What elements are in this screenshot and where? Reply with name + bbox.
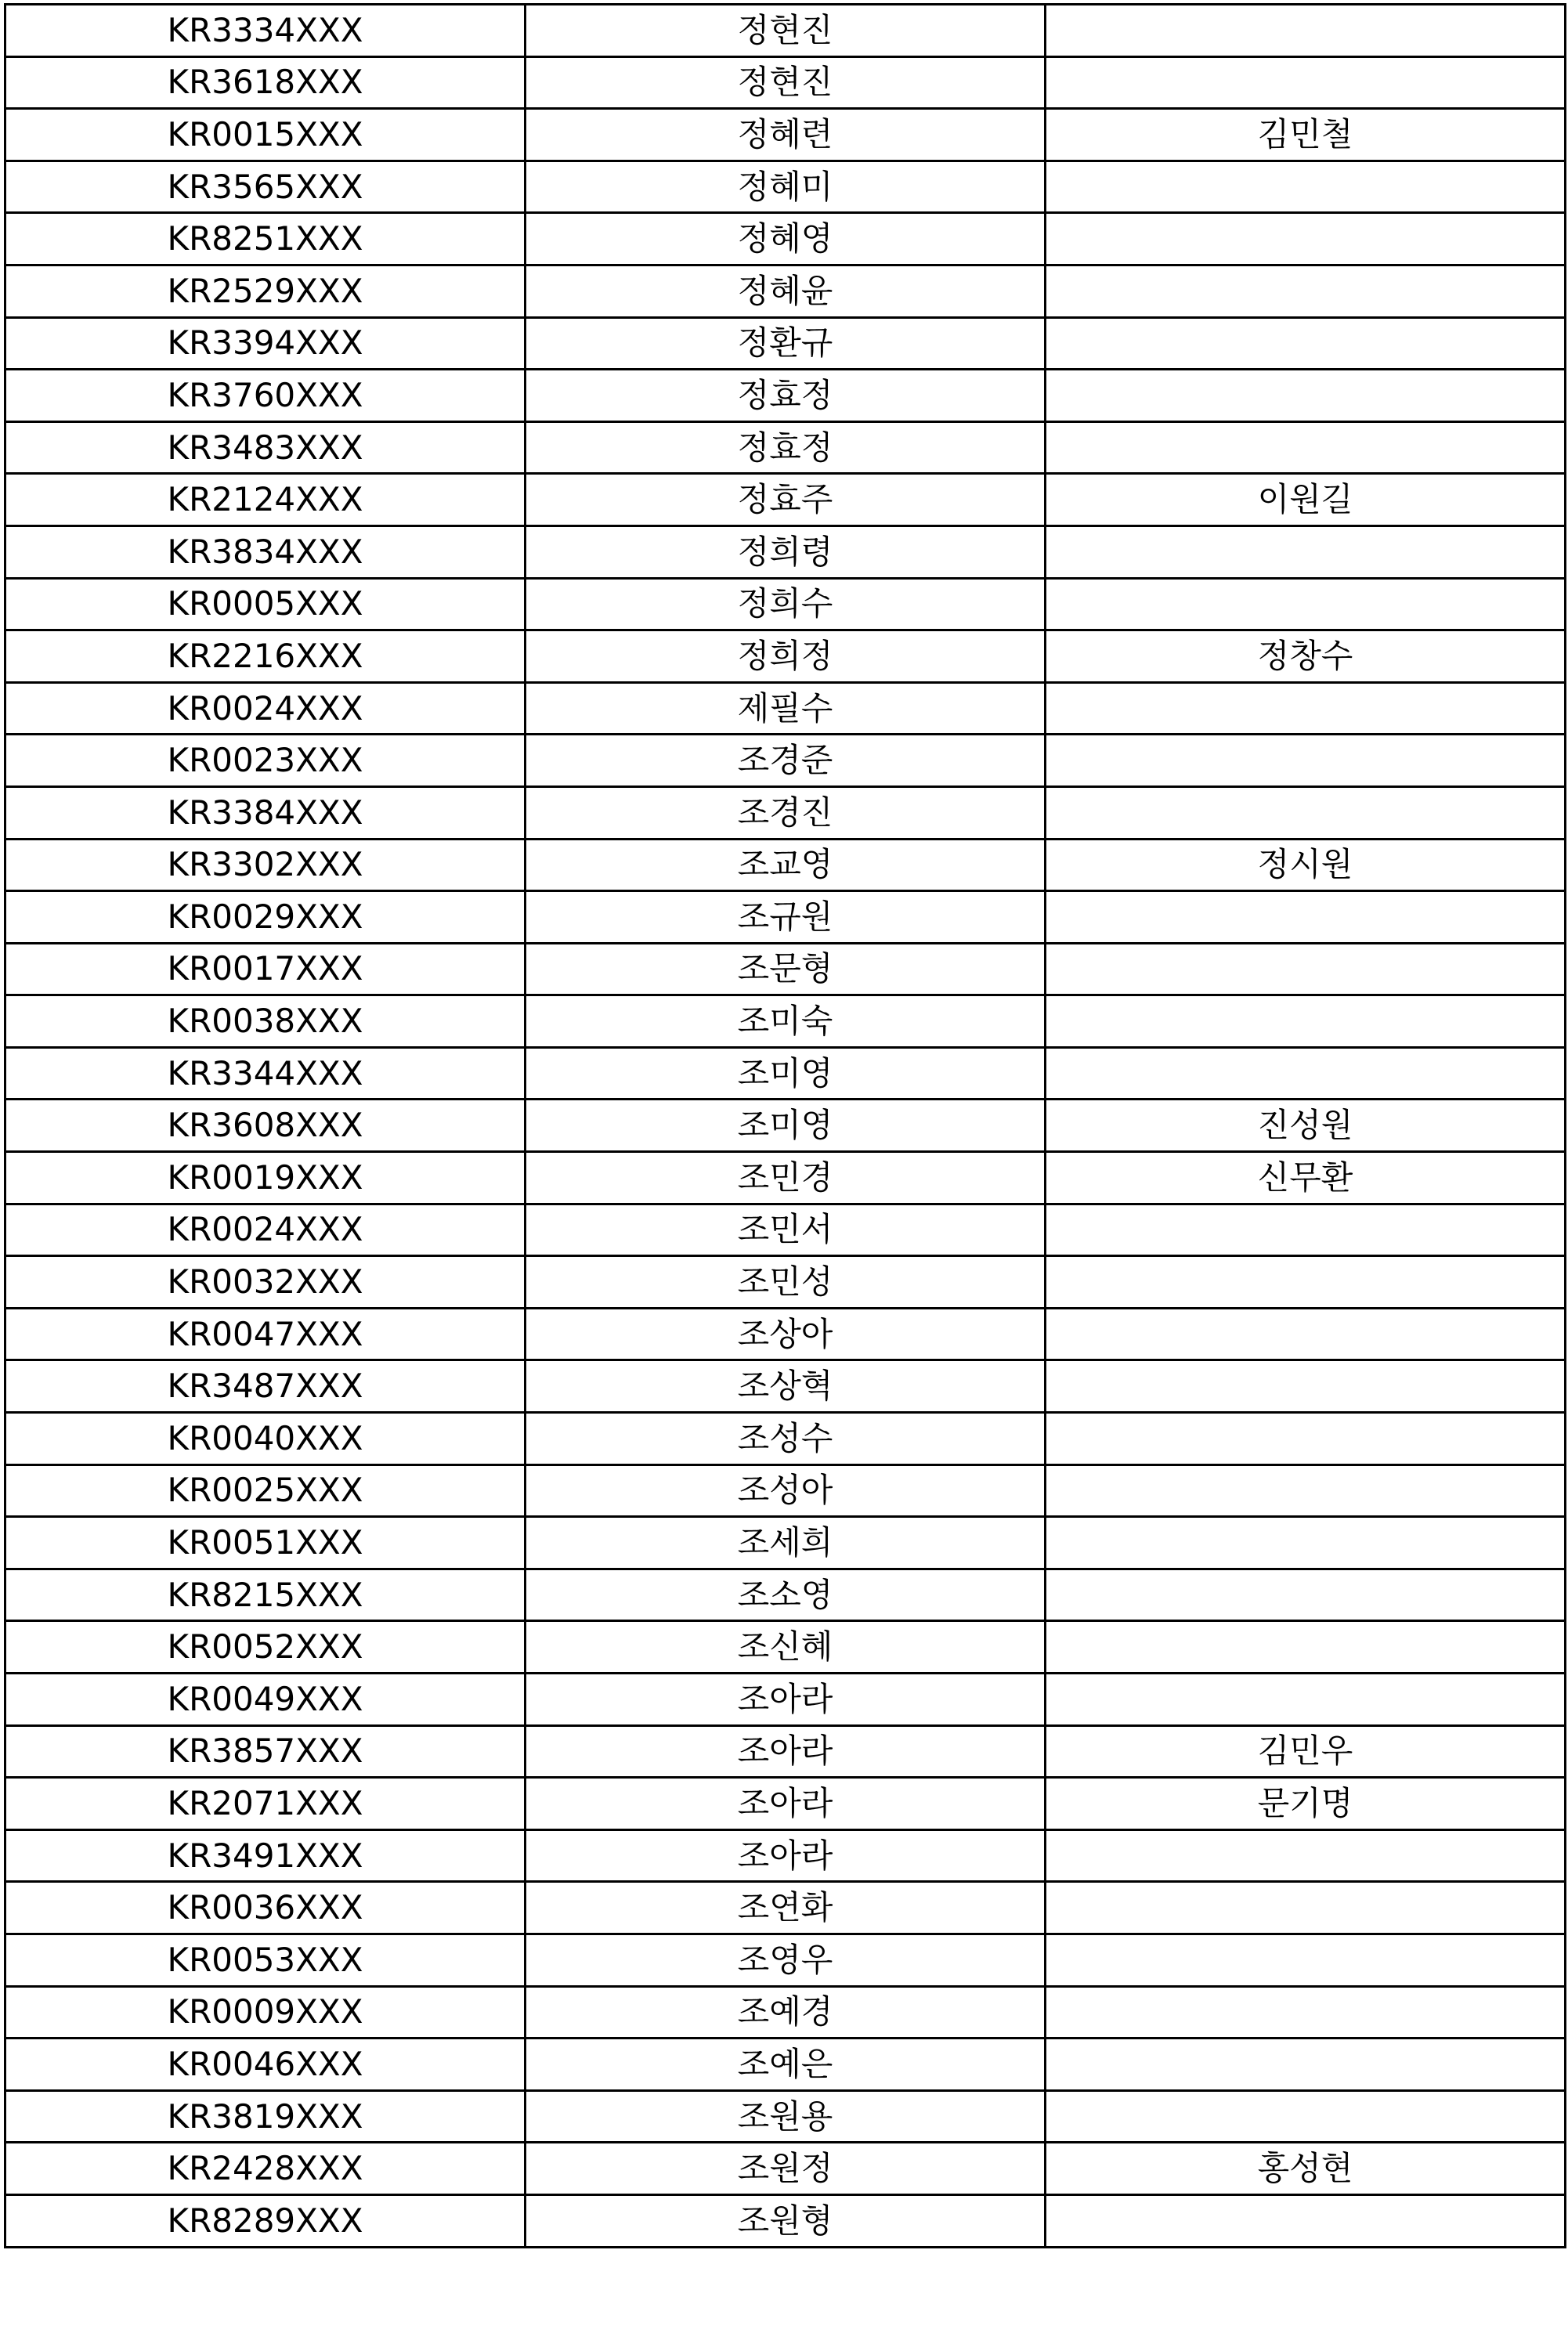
code-cell: KR0015XXX [5,109,526,161]
note-cell: 진성원 [1046,1100,1566,1152]
records-table-body [5,5,1566,2248]
note-cell: 김민철 [1046,109,1566,161]
name-cell: 정효정 [526,370,1046,422]
name-cell: 정혜영 [526,213,1046,265]
code-cell: KR2216XXX [5,630,526,683]
table-row [5,1882,1566,1934]
code-cell: KR3344XXX [5,1047,526,1100]
table-row [5,2143,1566,2195]
code-cell: KR0046XXX [5,2039,526,2091]
name-cell: 조민성 [526,1256,1046,1309]
table-row [5,2194,1566,2247]
code-cell: KR2428XXX [5,2143,526,2195]
code-cell: KR0025XXX [5,1464,526,1517]
table-row [5,474,1566,526]
code-cell: KR3608XXX [5,1100,526,1152]
code-cell: KR2124XXX [5,474,526,526]
name-cell: 정혜미 [526,161,1046,213]
code-cell: KR0009XXX [5,1986,526,2039]
name-cell: 조경준 [526,735,1046,787]
records-table [4,3,1566,2248]
note-cell: 김민우 [1046,1725,1566,1778]
name-cell: 정효주 [526,474,1046,526]
code-cell: KR0051XXX [5,1517,526,1569]
name-cell: 조교영 [526,839,1046,891]
code-cell: KR3565XXX [5,161,526,213]
table-row [5,1413,1566,1465]
note-cell [1046,891,1566,944]
code-cell: KR0053XXX [5,1934,526,1986]
note-cell [1046,1621,1566,1674]
code-cell: KR3834XXX [5,525,526,578]
note-cell: 신무환 [1046,1152,1566,1204]
table-row [5,109,1566,161]
name-cell: 조연화 [526,1882,1046,1934]
records-table-container [4,3,1564,2248]
note-cell: 홍성현 [1046,2143,1566,2195]
code-cell: KR3857XXX [5,1725,526,1778]
note-cell [1046,682,1566,735]
name-cell: 조소영 [526,1569,1046,1621]
table-row [5,735,1566,787]
name-cell: 조아라 [526,1674,1046,1726]
code-cell: KR8289XXX [5,2194,526,2247]
note-cell [1046,1986,1566,2039]
note-cell [1046,2039,1566,2091]
note-cell [1046,2090,1566,2143]
name-cell: 조원용 [526,2090,1046,2143]
table-row [5,1674,1566,1726]
name-cell: 조문형 [526,943,1046,995]
note-cell [1046,1674,1566,1726]
note-cell [1046,1047,1566,1100]
name-cell: 조아라 [526,1829,1046,1882]
code-cell: KR0040XXX [5,1413,526,1465]
table-row [5,161,1566,213]
name-cell: 제필수 [526,682,1046,735]
name-cell: 정희령 [526,525,1046,578]
table-row [5,839,1566,891]
code-cell: KR3487XXX [5,1360,526,1413]
note-cell [1046,1517,1566,1569]
name-cell: 조성수 [526,1413,1046,1465]
name-cell: 조미영 [526,1100,1046,1152]
note-cell: 정창수 [1046,630,1566,683]
table-row [5,578,1566,630]
table-row [5,5,1566,57]
code-cell: KR8215XXX [5,1569,526,1621]
table-row [5,1778,1566,1830]
table-row [5,2090,1566,2143]
code-cell: KR3483XXX [5,421,526,474]
table-row [5,370,1566,422]
note-cell [1046,578,1566,630]
note-cell: 이원길 [1046,474,1566,526]
name-cell: 정혜련 [526,109,1046,161]
code-cell: KR3491XXX [5,1829,526,1882]
note-cell [1046,1829,1566,1882]
code-cell: KR0024XXX [5,682,526,735]
table-row [5,682,1566,735]
code-cell: KR3819XXX [5,2090,526,2143]
code-cell: KR3302XXX [5,839,526,891]
code-cell: KR2071XXX [5,1778,526,1830]
table-row [5,786,1566,839]
table-row [5,1934,1566,1986]
table-row [5,56,1566,109]
name-cell: 조상혁 [526,1360,1046,1413]
table-row [5,1829,1566,1882]
name-cell: 조민서 [526,1204,1046,1256]
name-cell: 조신혜 [526,1621,1046,1674]
name-cell: 조규원 [526,891,1046,944]
table-row [5,630,1566,683]
note-cell [1046,1256,1566,1309]
code-cell: KR0024XXX [5,1204,526,1256]
table-row [5,525,1566,578]
code-cell: KR0036XXX [5,1882,526,1934]
note-cell [1046,995,1566,1048]
code-cell: KR0029XXX [5,891,526,944]
code-cell: KR0032XXX [5,1256,526,1309]
table-row [5,1256,1566,1309]
table-row [5,1621,1566,1674]
name-cell: 조예은 [526,2039,1046,2091]
name-cell: 조아라 [526,1725,1046,1778]
name-cell: 조상아 [526,1308,1046,1360]
table-row [5,1100,1566,1152]
name-cell: 조원정 [526,2143,1046,2195]
name-cell: 조아라 [526,1778,1046,1830]
code-cell: KR0023XXX [5,735,526,787]
code-cell: KR2529XXX [5,265,526,317]
table-row [5,1204,1566,1256]
code-cell: KR3760XXX [5,370,526,422]
name-cell: 정현진 [526,56,1046,109]
table-row [5,995,1566,1048]
note-cell: 문기명 [1046,1778,1566,1830]
name-cell: 조영우 [526,1934,1046,1986]
code-cell: KR0017XXX [5,943,526,995]
name-cell: 조미영 [526,1047,1046,1100]
note-cell [1046,1882,1566,1934]
note-cell [1046,943,1566,995]
note-cell [1046,2194,1566,2247]
note-cell [1046,525,1566,578]
code-cell: KR0052XXX [5,1621,526,1674]
name-cell: 정희정 [526,630,1046,683]
code-cell: KR8251XXX [5,213,526,265]
note-cell [1046,1360,1566,1413]
note-cell [1046,5,1566,57]
table-row [5,1152,1566,1204]
table-row [5,891,1566,944]
table-row [5,2039,1566,2091]
table-row [5,1986,1566,2039]
table-row [5,1569,1566,1621]
table-row [5,265,1566,317]
code-cell: KR0005XXX [5,578,526,630]
name-cell: 조성아 [526,1464,1046,1517]
name-cell: 조미숙 [526,995,1046,1048]
name-cell: 정현진 [526,5,1046,57]
note-cell [1046,1204,1566,1256]
table-row [5,317,1566,370]
code-cell: KR3394XXX [5,317,526,370]
note-cell: 정시원 [1046,839,1566,891]
table-row [5,1360,1566,1413]
note-cell [1046,1308,1566,1360]
name-cell: 조경진 [526,786,1046,839]
name-cell: 정희수 [526,578,1046,630]
name-cell: 조민경 [526,1152,1046,1204]
note-cell [1046,421,1566,474]
code-cell: KR0038XXX [5,995,526,1048]
name-cell: 조원형 [526,2194,1046,2247]
code-cell: KR3384XXX [5,786,526,839]
code-cell: KR0019XXX [5,1152,526,1204]
name-cell: 조예경 [526,1986,1046,2039]
note-cell [1046,1569,1566,1621]
code-cell: KR0047XXX [5,1308,526,1360]
table-row [5,943,1566,995]
table-row [5,1308,1566,1360]
note-cell [1046,56,1566,109]
note-cell [1046,161,1566,213]
code-cell: KR0049XXX [5,1674,526,1726]
note-cell [1046,317,1566,370]
note-cell [1046,1413,1566,1465]
note-cell [1046,735,1566,787]
code-cell: KR3334XXX [5,5,526,57]
table-row [5,1725,1566,1778]
table-row [5,1047,1566,1100]
code-cell: KR3618XXX [5,56,526,109]
note-cell [1046,1464,1566,1517]
table-row [5,213,1566,265]
name-cell: 정혜윤 [526,265,1046,317]
note-cell [1046,265,1566,317]
name-cell: 정환규 [526,317,1046,370]
note-cell [1046,370,1566,422]
note-cell [1046,213,1566,265]
table-row [5,1464,1566,1517]
name-cell: 조세희 [526,1517,1046,1569]
table-row [5,421,1566,474]
name-cell: 정효정 [526,421,1046,474]
note-cell [1046,1934,1566,1986]
table-row [5,1517,1566,1569]
note-cell [1046,786,1566,839]
